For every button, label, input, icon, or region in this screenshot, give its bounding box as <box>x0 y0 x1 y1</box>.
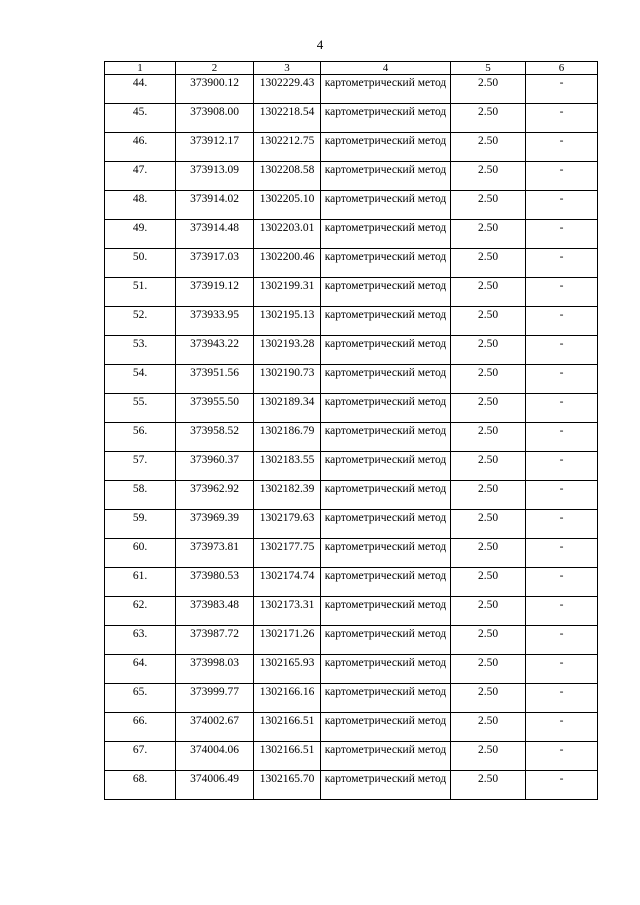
point-number-cell: 66. <box>105 713 176 742</box>
coordinate-x-cell: 374006.49 <box>176 771 254 800</box>
coordinate-y-cell: 1302166.51 <box>254 742 321 771</box>
coordinate-x-cell: 373943.22 <box>176 336 254 365</box>
method-cell: картометрический метод <box>321 423 451 452</box>
point-number-cell: 58. <box>105 481 176 510</box>
method-cell: картометрический метод <box>321 568 451 597</box>
method-cell: картометрический метод <box>321 307 451 336</box>
coordinate-x-cell: 373969.39 <box>176 510 254 539</box>
accuracy-cell: 2.50 <box>451 75 526 104</box>
accuracy-cell: 2.50 <box>451 220 526 249</box>
coordinate-y-cell: 1302165.93 <box>254 655 321 684</box>
coordinate-y-cell: 1302173.31 <box>254 597 321 626</box>
coordinate-x-cell: 373958.52 <box>176 423 254 452</box>
point-number-cell: 52. <box>105 307 176 336</box>
table-row <box>105 133 598 162</box>
coordinate-x-cell: 374004.06 <box>176 742 254 771</box>
method-cell: картометрический метод <box>321 771 451 800</box>
point-number-cell: 48. <box>105 191 176 220</box>
table-row <box>105 336 598 365</box>
note-cell: - <box>526 162 598 191</box>
coordinate-y-cell: 1302166.51 <box>254 713 321 742</box>
accuracy-cell: 2.50 <box>451 191 526 220</box>
page-number: 4 <box>316 37 324 52</box>
coordinate-y-cell: 1302218.54 <box>254 104 321 133</box>
column-header: 3 <box>254 62 321 75</box>
method-cell: картометрический метод <box>321 626 451 655</box>
table-row <box>105 220 598 249</box>
method-cell: картометрический метод <box>321 510 451 539</box>
accuracy-cell: 2.50 <box>451 655 526 684</box>
coordinate-x-cell: 373987.72 <box>176 626 254 655</box>
point-number-cell: 67. <box>105 742 176 771</box>
coordinate-x-cell: 373933.95 <box>176 307 254 336</box>
coordinate-x-cell: 373900.12 <box>176 75 254 104</box>
accuracy-cell: 2.50 <box>451 481 526 510</box>
method-cell: картометрический метод <box>321 713 451 742</box>
note-cell: - <box>526 133 598 162</box>
coordinate-y-cell: 1302195.13 <box>254 307 321 336</box>
table-row <box>105 423 598 452</box>
note-cell: - <box>526 220 598 249</box>
coordinate-x-cell: 373908.00 <box>176 104 254 133</box>
method-cell: картометрический метод <box>321 133 451 162</box>
note-cell: - <box>526 394 598 423</box>
accuracy-cell: 2.50 <box>451 452 526 481</box>
table-row <box>105 278 598 307</box>
method-cell: картометрический метод <box>321 539 451 568</box>
accuracy-cell: 2.50 <box>451 278 526 307</box>
table-row <box>105 307 598 336</box>
method-cell: картометрический метод <box>321 191 451 220</box>
accuracy-cell: 2.50 <box>451 365 526 394</box>
coordinate-y-cell: 1302165.70 <box>254 771 321 800</box>
point-number-cell: 55. <box>105 394 176 423</box>
coordinate-y-cell: 1302203.01 <box>254 220 321 249</box>
coordinate-y-cell: 1302199.31 <box>254 278 321 307</box>
accuracy-cell: 2.50 <box>451 336 526 365</box>
note-cell: - <box>526 75 598 104</box>
note-cell: - <box>526 278 598 307</box>
note-cell: - <box>526 336 598 365</box>
accuracy-cell: 2.50 <box>451 597 526 626</box>
point-number-cell: 50. <box>105 249 176 278</box>
point-number-cell: 49. <box>105 220 176 249</box>
point-number-cell: 47. <box>105 162 176 191</box>
note-cell: - <box>526 713 598 742</box>
accuracy-cell: 2.50 <box>451 568 526 597</box>
note-cell: - <box>526 539 598 568</box>
coordinate-x-cell: 373914.48 <box>176 220 254 249</box>
accuracy-cell: 2.50 <box>451 133 526 162</box>
coordinate-x-cell: 374002.67 <box>176 713 254 742</box>
accuracy-cell: 2.50 <box>451 423 526 452</box>
method-cell: картометрический метод <box>321 655 451 684</box>
method-cell: картометрический метод <box>321 452 451 481</box>
point-number-cell: 45. <box>105 104 176 133</box>
note-cell: - <box>526 626 598 655</box>
point-number-cell: 57. <box>105 452 176 481</box>
coordinate-y-cell: 1302212.75 <box>254 133 321 162</box>
point-number-cell: 54. <box>105 365 176 394</box>
coordinate-y-cell: 1302182.39 <box>254 481 321 510</box>
column-header: 5 <box>451 62 526 75</box>
point-number-cell: 59. <box>105 510 176 539</box>
coordinate-y-cell: 1302193.28 <box>254 336 321 365</box>
point-number-cell: 56. <box>105 423 176 452</box>
accuracy-cell: 2.50 <box>451 510 526 539</box>
table-row <box>105 684 598 713</box>
method-cell: картометрический метод <box>321 278 451 307</box>
table-row <box>105 365 598 394</box>
accuracy-cell: 2.50 <box>451 771 526 800</box>
accuracy-cell: 2.50 <box>451 539 526 568</box>
table-row <box>105 75 598 104</box>
point-number-cell: 65. <box>105 684 176 713</box>
note-cell: - <box>526 249 598 278</box>
note-cell: - <box>526 684 598 713</box>
method-cell: картометрический метод <box>321 684 451 713</box>
table-row <box>105 162 598 191</box>
column-header: 1 <box>105 62 176 75</box>
coordinate-x-cell: 373998.03 <box>176 655 254 684</box>
note-cell: - <box>526 307 598 336</box>
table-row <box>105 713 598 742</box>
point-number-cell: 61. <box>105 568 176 597</box>
point-number-cell: 60. <box>105 539 176 568</box>
column-header: 4 <box>321 62 451 75</box>
note-cell: - <box>526 597 598 626</box>
coordinate-x-cell: 373919.12 <box>176 278 254 307</box>
coordinate-y-cell: 1302166.16 <box>254 684 321 713</box>
coordinate-y-cell: 1302189.34 <box>254 394 321 423</box>
table-row <box>105 539 598 568</box>
point-number-cell: 62. <box>105 597 176 626</box>
note-cell: - <box>526 365 598 394</box>
method-cell: картометрический метод <box>321 481 451 510</box>
coordinate-x-cell: 373962.92 <box>176 481 254 510</box>
table-row <box>105 771 598 800</box>
note-cell: - <box>526 771 598 800</box>
method-cell: картометрический метод <box>321 220 451 249</box>
coordinate-x-cell: 373951.56 <box>176 365 254 394</box>
coordinate-x-cell: 373914.02 <box>176 191 254 220</box>
point-number-cell: 63. <box>105 626 176 655</box>
accuracy-cell: 2.50 <box>451 684 526 713</box>
coordinate-x-cell: 373999.77 <box>176 684 254 713</box>
coordinate-y-cell: 1302174.74 <box>254 568 321 597</box>
accuracy-cell: 2.50 <box>451 249 526 278</box>
table-row <box>105 568 598 597</box>
coordinate-x-cell: 373917.03 <box>176 249 254 278</box>
accuracy-cell: 2.50 <box>451 162 526 191</box>
table-row <box>105 510 598 539</box>
table-row <box>105 394 598 423</box>
coordinate-y-cell: 1302205.10 <box>254 191 321 220</box>
coordinate-x-cell: 373955.50 <box>176 394 254 423</box>
note-cell: - <box>526 104 598 133</box>
method-cell: картометрический метод <box>321 394 451 423</box>
table-row <box>105 742 598 771</box>
coordinate-y-cell: 1302208.58 <box>254 162 321 191</box>
coordinate-x-cell: 373913.09 <box>176 162 254 191</box>
note-cell: - <box>526 191 598 220</box>
accuracy-cell: 2.50 <box>451 713 526 742</box>
table-row <box>105 597 598 626</box>
table-row <box>105 655 598 684</box>
method-cell: картометрический метод <box>321 75 451 104</box>
table-row <box>105 626 598 655</box>
coordinates-table <box>104 61 598 800</box>
note-cell: - <box>526 742 598 771</box>
coordinate-y-cell: 1302177.75 <box>254 539 321 568</box>
method-cell: картометрический метод <box>321 162 451 191</box>
accuracy-cell: 2.50 <box>451 394 526 423</box>
note-cell: - <box>526 452 598 481</box>
point-number-cell: 44. <box>105 75 176 104</box>
coordinate-y-cell: 1302186.79 <box>254 423 321 452</box>
note-cell: - <box>526 655 598 684</box>
method-cell: картометрический метод <box>321 249 451 278</box>
note-cell: - <box>526 510 598 539</box>
accuracy-cell: 2.50 <box>451 104 526 133</box>
coordinate-y-cell: 1302183.55 <box>254 452 321 481</box>
method-cell: картометрический метод <box>321 742 451 771</box>
coordinate-y-cell: 1302229.43 <box>254 75 321 104</box>
table-row <box>105 249 598 278</box>
table-header-row <box>105 62 598 75</box>
accuracy-cell: 2.50 <box>451 742 526 771</box>
point-number-cell: 53. <box>105 336 176 365</box>
point-number-cell: 64. <box>105 655 176 684</box>
method-cell: картометрический метод <box>321 104 451 133</box>
method-cell: картометрический метод <box>321 336 451 365</box>
note-cell: - <box>526 423 598 452</box>
method-cell: картометрический метод <box>321 597 451 626</box>
column-header: 6 <box>526 62 598 75</box>
coordinate-x-cell: 373960.37 <box>176 452 254 481</box>
point-number-cell: 51. <box>105 278 176 307</box>
coordinate-y-cell: 1302200.46 <box>254 249 321 278</box>
coordinate-y-cell: 1302171.26 <box>254 626 321 655</box>
accuracy-cell: 2.50 <box>451 626 526 655</box>
column-header: 2 <box>176 62 254 75</box>
table-row <box>105 481 598 510</box>
note-cell: - <box>526 568 598 597</box>
coordinate-y-cell: 1302190.73 <box>254 365 321 394</box>
point-number-cell: 68. <box>105 771 176 800</box>
table-row <box>105 191 598 220</box>
coordinate-x-cell: 373980.53 <box>176 568 254 597</box>
coordinate-x-cell: 373973.81 <box>176 539 254 568</box>
point-number-cell: 46. <box>105 133 176 162</box>
note-cell: - <box>526 481 598 510</box>
table-row <box>105 104 598 133</box>
method-cell: картометрический метод <box>321 365 451 394</box>
coordinate-x-cell: 373912.17 <box>176 133 254 162</box>
coordinate-x-cell: 373983.48 <box>176 597 254 626</box>
coordinate-y-cell: 1302179.63 <box>254 510 321 539</box>
table-row <box>105 452 598 481</box>
accuracy-cell: 2.50 <box>451 307 526 336</box>
